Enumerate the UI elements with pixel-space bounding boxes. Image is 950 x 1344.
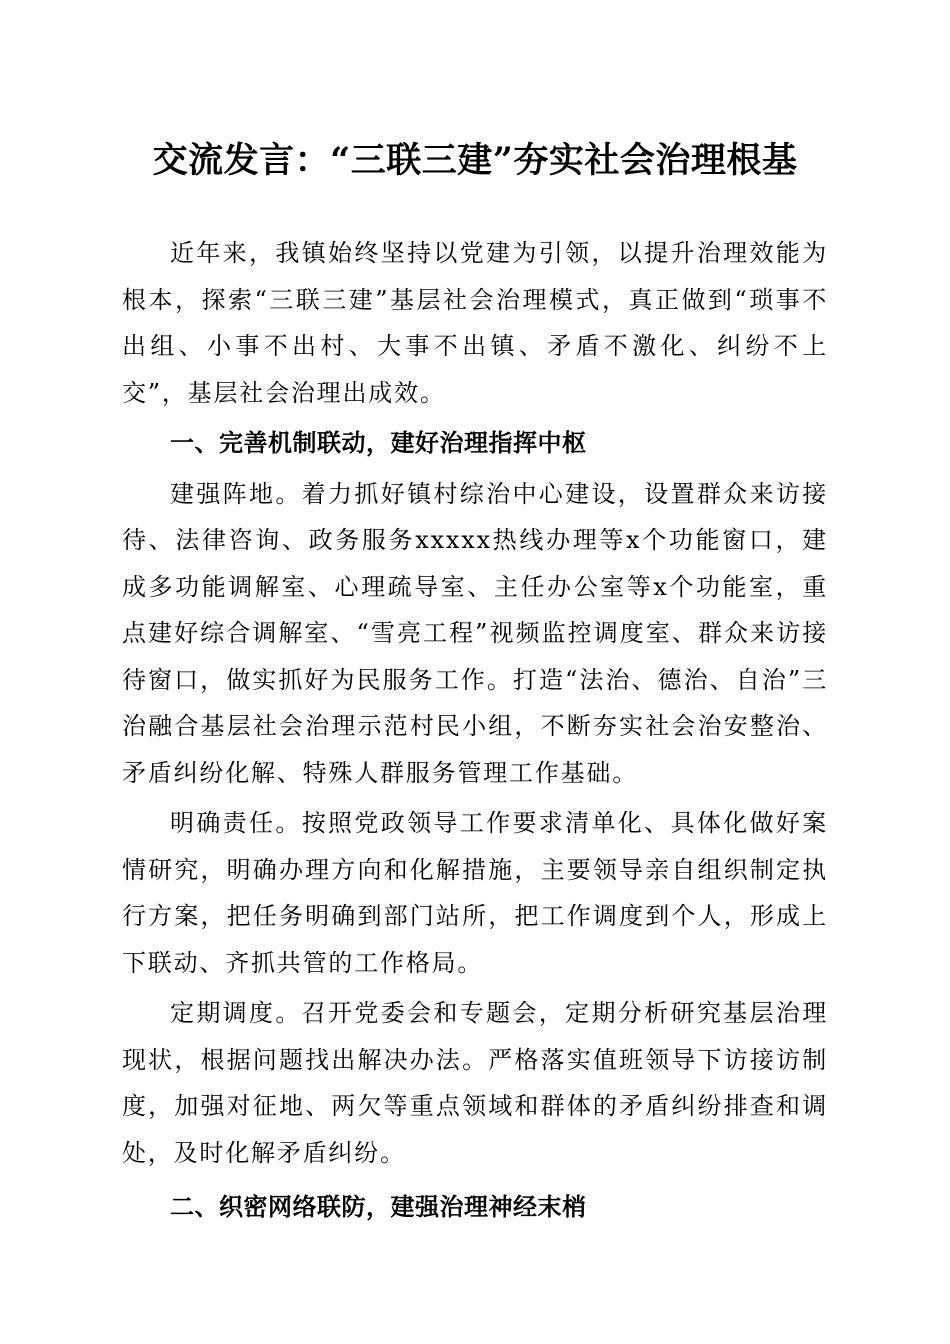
section-heading-2: 二、织密网络联防，建强治理神经末梢 (170, 1193, 587, 1221)
section-heading-1: 一、完善机制联动，建好治理指挥中枢 (170, 429, 587, 457)
paragraph-regular-scheduling: 定期调度。召开党委会和专题会，定期分析研究基层治理现状，根据问题找出解决办法。严格落实值班领导下访接访制度，加强对征地、两欠等重点领域和群体的矛盾纠纷排查和调处，及时化解矛盾纠纷。 (122, 999, 828, 1167)
document-title: 交流发言：“三联三建”夯实社会治理根基 (152, 140, 798, 181)
paragraph-build-positions: 建强阵地。着力抓好镇村综治中心建设，设置群众来访接待、法律咨询、政务服务xxxxx热线办理等x个功能窗口，建成多功能调解室、心理疏导室、主任办公室等x个功能室，重点建好综合调解室、“雪亮工程”视频监控调度室、群众来访接待窗口，做实抓好为民服务工作。打造“法治、德治、自治”三治融合基层社会治理示范村民小组，不断夯实社会治安整治、矛盾纠纷化解、特殊人群服务管理工作基础。 (122, 479, 828, 787)
paragraph-clarify-responsibility: 明确责任。按照党政领导工作要求清单化、具体化做好案情研究，明确办理方向和化解措施，主要领导亲自组织制定执行方案，把任务明确到部门站所，把工作调度到个人，形成上下联动、齐抓共管的工作格局。 (122, 809, 828, 977)
intro-paragraph: 近年来，我镇始终坚持以党建为引领，以提升治理效能为根本，探索“三联三建”基层社会治理模式，真正做到“琐事不出组、小事不出村、大事不出镇、矛盾不激化、纠纷不上交”，基层社会治理出成效。 (122, 239, 828, 407)
document-body (122, 230, 828, 1235)
